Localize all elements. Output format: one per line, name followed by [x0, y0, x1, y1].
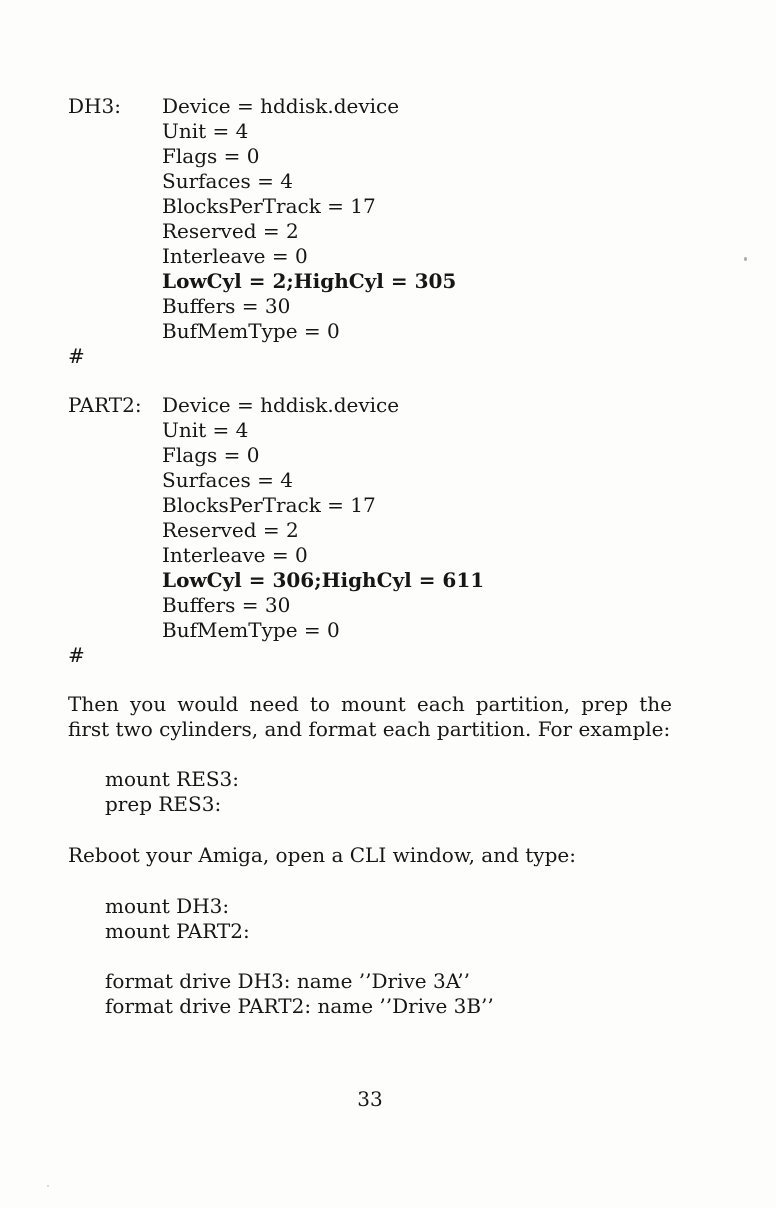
entry-label: DH3:	[68, 94, 121, 118]
config-line: BlocksPerTrack = 17	[162, 194, 376, 218]
paragraph-intro: Then you would need to mount each partition, prep the first two cylinders, and format each partition. For example:	[68, 692, 672, 741]
config-line: Surfaces = 4	[162, 468, 293, 492]
config-line: Unit = 4	[162, 119, 249, 143]
command-group-mount	[105, 894, 672, 944]
command-group-res3	[105, 767, 672, 817]
config-line: BufMemType = 0	[162, 319, 340, 343]
config-line: Surfaces = 4	[162, 169, 293, 193]
mount-entry	[68, 393, 672, 643]
entry-label: PART2:	[68, 393, 142, 417]
page-number: 33	[357, 1087, 383, 1111]
command-line: format drive DH3: name ’’Drive 3A’’	[105, 969, 470, 993]
config-line: Reserved = 2	[162, 219, 299, 243]
mount-entry	[68, 94, 672, 344]
config-line: BufMemType = 0	[162, 618, 340, 642]
config-line: Reserved = 2	[162, 518, 299, 542]
config-line: Buffers = 30	[162, 294, 291, 318]
config-line: Buffers = 30	[162, 593, 291, 617]
entry-lines	[162, 94, 672, 344]
config-line: Device = hddisk.device	[162, 393, 400, 417]
command-group-format	[105, 969, 672, 1019]
config-line-cylinders: LowCyl = 306;HighCyl = 611	[162, 568, 485, 592]
scan-speck	[47, 1185, 49, 1187]
config-line: BlocksPerTrack = 17	[162, 493, 376, 517]
scan-speck	[744, 257, 747, 261]
command-line: mount PART2:	[105, 919, 250, 943]
config-line-cylinders: LowCyl = 2;HighCyl = 305	[162, 269, 457, 293]
entry-lines	[162, 393, 672, 643]
mount-entry-part2	[68, 393, 672, 668]
command-line: mount RES3:	[105, 767, 239, 791]
config-line: Unit = 4	[162, 418, 249, 442]
command-line: format drive PART2: name ’’Drive 3B’’	[105, 994, 494, 1018]
mount-entry-dh3	[68, 94, 672, 369]
entry-terminator: #	[68, 344, 85, 368]
config-line: Flags = 0	[162, 443, 260, 467]
config-line: Flags = 0	[162, 144, 260, 168]
config-line: Interleave = 0	[162, 543, 308, 567]
paragraph-reboot: Reboot your Amiga, open a CLI window, and type:	[68, 843, 576, 867]
command-line: prep RES3:	[105, 792, 222, 816]
config-line: Device = hddisk.device	[162, 94, 400, 118]
config-line: Interleave = 0	[162, 244, 308, 268]
entry-terminator: #	[68, 643, 85, 667]
command-line: mount DH3:	[105, 894, 230, 918]
